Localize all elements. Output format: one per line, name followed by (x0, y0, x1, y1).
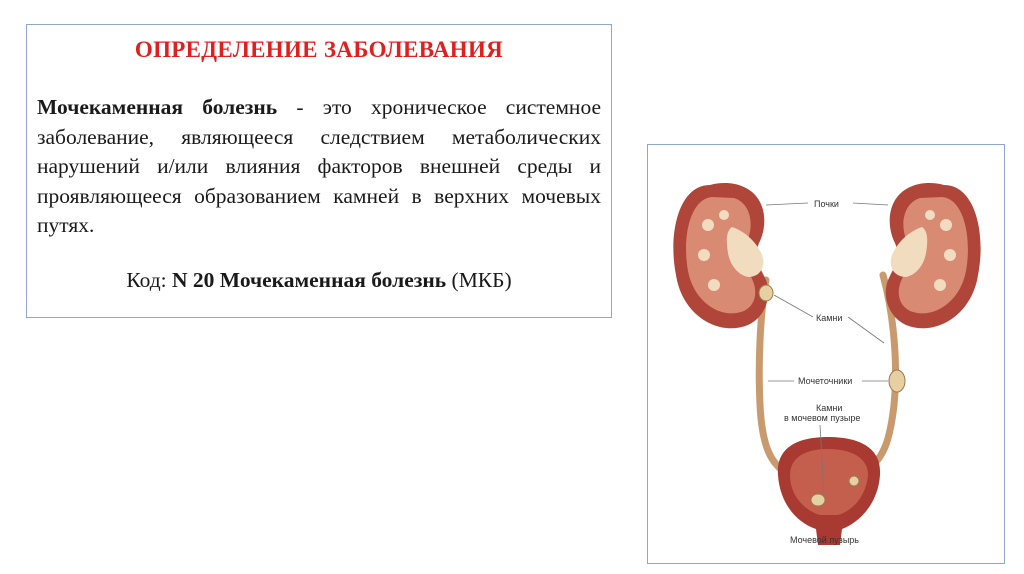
bladder (778, 437, 880, 545)
icd-code-suffix: (МКБ) (446, 267, 512, 292)
definition-body: - это хроническое системное заболевание, являющееся следствием метаболических нарушений и/или влияния факторов внешней среды и проявляющееся образованием камней в верхних мочевых путях. (37, 95, 601, 237)
urinary-system-figure (647, 144, 1005, 564)
definition-title: ОПРЕДЕЛЕНИЕ ЗАБОЛЕВАНИЯ (134, 37, 504, 62)
left-kidney (673, 183, 773, 328)
icd-code-value: N 20 Мочекаменная болезнь (172, 267, 447, 292)
label-bladder-stones-line2: в мочевом пузыре (784, 413, 861, 423)
icd-code-line (37, 268, 601, 293)
label-kidneys: Почки (814, 199, 839, 209)
kidney-stone (759, 285, 773, 301)
icd-code-prefix: Код: (126, 267, 173, 292)
right-kidney (886, 183, 981, 328)
urinary-system-illustration (648, 145, 1006, 565)
definition-text (37, 93, 601, 241)
label-bladder-stones-line1: Камни (816, 403, 843, 413)
label-stones: Камни (816, 313, 843, 323)
label-bladder: Мочевой пузырь (790, 535, 859, 545)
bladder-stone (811, 494, 825, 506)
ureter-stone (889, 370, 905, 392)
definition-term: Мочекаменная болезнь (37, 95, 278, 119)
label-ureters: Мочеточники (798, 376, 853, 386)
definition-box (26, 24, 612, 318)
